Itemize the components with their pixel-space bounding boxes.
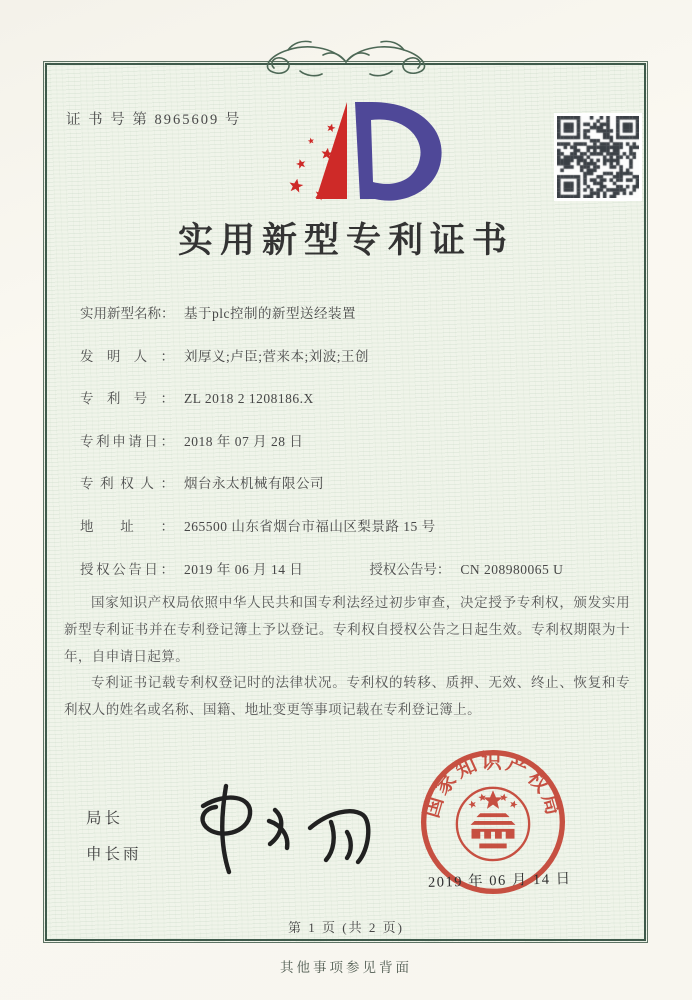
- field-label: 专利申请日：: [80, 433, 174, 449]
- field-label: 专利号：: [80, 391, 174, 407]
- field-list: [80, 302, 640, 600]
- cnipa-logo-icon: [278, 98, 452, 216]
- back-note: 其他事项参见背面: [280, 960, 412, 975]
- certificate-number: 证 书 号 第 8965609 号: [66, 112, 242, 128]
- field-value: 基于plc控制的新型送经装置: [184, 306, 356, 321]
- seal-date: 2019 年 06 月 14 日: [427, 871, 572, 891]
- legal-paragraph: 专利证书记载专利权登记时的法律状况。专利权的转移、质押、无效、终止、恢复和专利权人的姓名或名称、国籍、地址变更等事项记载在专利登记簿上。: [64, 675, 630, 718]
- field-row: [80, 515, 640, 539]
- field-value: 烟台永太机械有限公司: [184, 476, 324, 492]
- legal-text: [64, 590, 630, 724]
- field-value: 2019 年 06 月 14 日: [184, 561, 304, 577]
- signer-title: 局长: [86, 810, 124, 827]
- field-value: 2018 年 07 月 28 日: [184, 433, 304, 449]
- field-value: CN 208980065 U: [460, 561, 564, 577]
- signature-image: [188, 776, 388, 884]
- field-row: [80, 387, 640, 411]
- signer-block: [86, 806, 142, 878]
- field-label: 授权公告日：: [80, 561, 174, 577]
- field-label: 地址：: [80, 518, 174, 534]
- field-label: 专利权人：: [80, 476, 174, 492]
- seal-ring-text: 国家知识产权局: [420, 751, 566, 821]
- field-value: 265500 山东省烟台市福山区梨景路 15 号: [184, 518, 436, 534]
- national-emblem-icon: [457, 788, 529, 860]
- legal-paragraph: 国家知识产权局依照中华人民共和国专利法经过初步审查，决定授予专利权，颁发实用新型专利证书并在专利登记簿上予以登记。专利权自授权公告之日起生效。专利权期限为十年，自申请日起算。: [64, 595, 630, 664]
- page-indicator: 第 1 页 (共 2 页): [288, 920, 404, 935]
- field-value: ZL 2018 2 1208186.X: [184, 391, 314, 407]
- field-label: 授权公告号：: [369, 561, 451, 577]
- flourish-ornament-icon: [236, 38, 456, 82]
- qr-code: [554, 113, 642, 201]
- field-value: 刘厚义;卢臣;菅来本;刘波;王创: [184, 348, 370, 364]
- field-row: [80, 345, 640, 369]
- field-row: [80, 472, 640, 496]
- signer-name: 申长雨: [86, 846, 142, 863]
- svg-text:国家知识产权局: [420, 750, 566, 820]
- page-title: 实用新型专利证书: [177, 221, 514, 260]
- field-row: [80, 558, 640, 582]
- field-row: [80, 430, 640, 454]
- field-label: 实用新型名称：: [80, 306, 175, 321]
- field-label: 发明人：: [80, 348, 174, 364]
- field-row: [80, 302, 640, 326]
